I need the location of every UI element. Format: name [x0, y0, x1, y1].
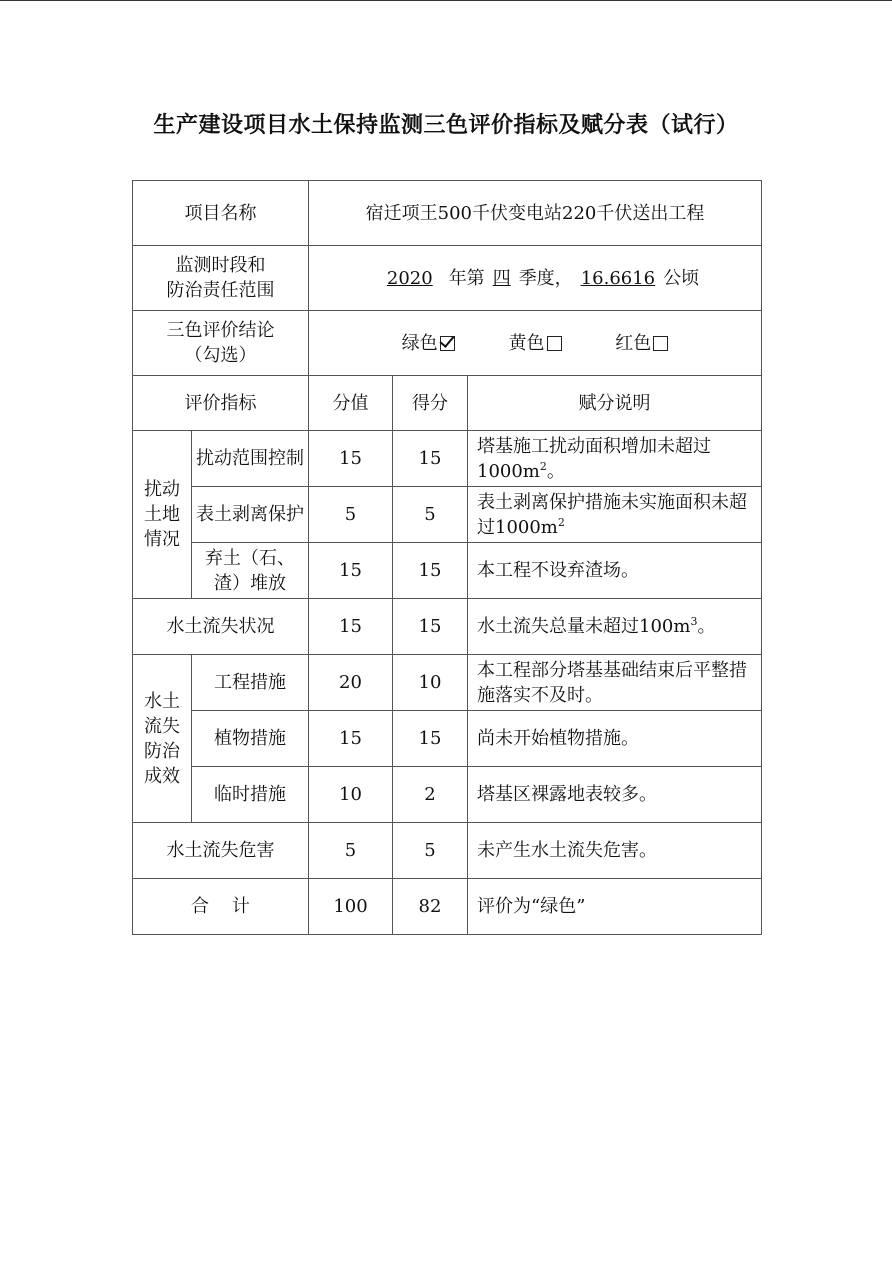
row-note-sup: 2 [557, 515, 565, 529]
row-item: 工程措施 [192, 655, 309, 711]
project-value: 宿迁项王500千伏变电站220千伏送出工程 [309, 181, 762, 246]
option-yellow-label: 黄色 [508, 332, 545, 354]
row-note [468, 487, 762, 543]
header-score: 得分 [393, 376, 468, 431]
row-score: 5 [393, 823, 468, 879]
row-value: 15 [309, 599, 393, 655]
row-score: 2 [393, 767, 468, 823]
row-note: 本工程部分塔基基础结束后平整措施落实不及时。 [468, 655, 762, 711]
total-note: 评价为“绿色” [468, 879, 762, 935]
row-value: 15 [309, 431, 393, 487]
row-note: 未产生水土流失危害。 [468, 823, 762, 879]
row-value: 20 [309, 655, 393, 711]
period-text-year: 年第 [448, 267, 485, 289]
row-note [468, 599, 762, 655]
option-green[interactable] [402, 331, 455, 356]
row-item: 水土流失状况 [133, 599, 309, 655]
row-note: 塔基区裸露地表较多。 [468, 767, 762, 823]
row-note-sup: 2 [539, 459, 547, 473]
row-item: 弃土（石、渣）堆放 [192, 543, 309, 599]
row-item: 水土流失危害 [133, 823, 309, 879]
header-value: 分值 [309, 376, 393, 431]
period-unit: 公顷 [663, 267, 700, 289]
table-row [133, 599, 762, 655]
row-score: 5 [393, 487, 468, 543]
row-score: 15 [393, 599, 468, 655]
header-row [133, 376, 762, 431]
header-indicator: 评价指标 [133, 376, 309, 431]
evaluation-table [132, 180, 762, 935]
conclusion-row [133, 311, 762, 376]
total-label: 合 计 [133, 879, 309, 935]
period-label-line2: 防治责任范围 [166, 280, 275, 301]
page-top-border [0, 0, 892, 1]
row-note [468, 431, 762, 487]
page-title: 生产建设项目水土保持监测三色评价指标及赋分表（试行） [153, 113, 739, 138]
option-green-label: 绿色 [401, 332, 438, 354]
table-row [133, 823, 762, 879]
row-value: 10 [309, 767, 393, 823]
period-area: 16.6616 [580, 267, 656, 289]
table-row [133, 655, 762, 711]
row-score: 15 [393, 711, 468, 767]
row-score: 15 [393, 431, 468, 487]
row-item: 植物措施 [192, 711, 309, 767]
conclusion-label [133, 311, 309, 376]
row-value: 15 [309, 711, 393, 767]
row-note-text: 表土剥离保护措施未实施面积未超过1000m [477, 491, 747, 538]
period-text-quarter: 季度， [518, 267, 573, 289]
row-note: 本工程不设弃渣场。 [468, 543, 762, 599]
row-note: 尚未开始植物措施。 [468, 711, 762, 767]
table-row [133, 711, 762, 767]
checkbox-red-icon[interactable] [653, 336, 668, 351]
row-note-text: 塔基施工扰动面积增加未超过1000m [477, 435, 711, 482]
total-value: 100 [309, 879, 393, 935]
period-row [133, 246, 762, 311]
period-value [309, 246, 762, 311]
row-score: 10 [393, 655, 468, 711]
row-item: 临时措施 [192, 767, 309, 823]
project-row [133, 181, 762, 246]
conclusion-label-line1: 三色评价结论 [166, 320, 275, 341]
total-row [133, 879, 762, 935]
option-red-label: 红色 [615, 332, 652, 354]
row-value: 5 [309, 487, 393, 543]
row-item: 扰动范围控制 [192, 431, 309, 487]
row-note-sup: 3 [690, 615, 698, 628]
project-label: 项目名称 [133, 181, 309, 246]
table-row [133, 431, 762, 487]
period-quarter: 四 [492, 267, 511, 289]
group-disturbance: 扰动土地情况 [133, 431, 192, 599]
row-value: 5 [309, 823, 393, 879]
table-row [133, 487, 762, 543]
row-score: 15 [393, 543, 468, 599]
checkbox-yellow-icon[interactable] [547, 336, 562, 351]
table-row [133, 543, 762, 599]
row-value: 15 [309, 543, 393, 599]
header-note: 赋分说明 [468, 376, 762, 431]
row-note-suffix: 。 [546, 460, 565, 482]
conclusion-label-line2: （勾选） [184, 345, 257, 366]
group-prevention: 水土流失防治成效 [133, 655, 192, 823]
table-row [133, 767, 762, 823]
option-red[interactable] [615, 331, 668, 356]
period-label-line1: 监测时段和 [175, 255, 266, 276]
conclusion-options [309, 311, 762, 376]
checkbox-green-checked-icon[interactable] [440, 336, 455, 351]
period-label [133, 246, 309, 311]
row-note-suffix: 。 [697, 616, 716, 637]
total-score: 82 [393, 879, 468, 935]
period-year: 2020 [386, 267, 433, 289]
row-note-text: 水土流失总量未超过100m [477, 616, 691, 637]
option-yellow[interactable] [509, 331, 562, 356]
row-item: 表土剥离保护 [192, 487, 309, 543]
